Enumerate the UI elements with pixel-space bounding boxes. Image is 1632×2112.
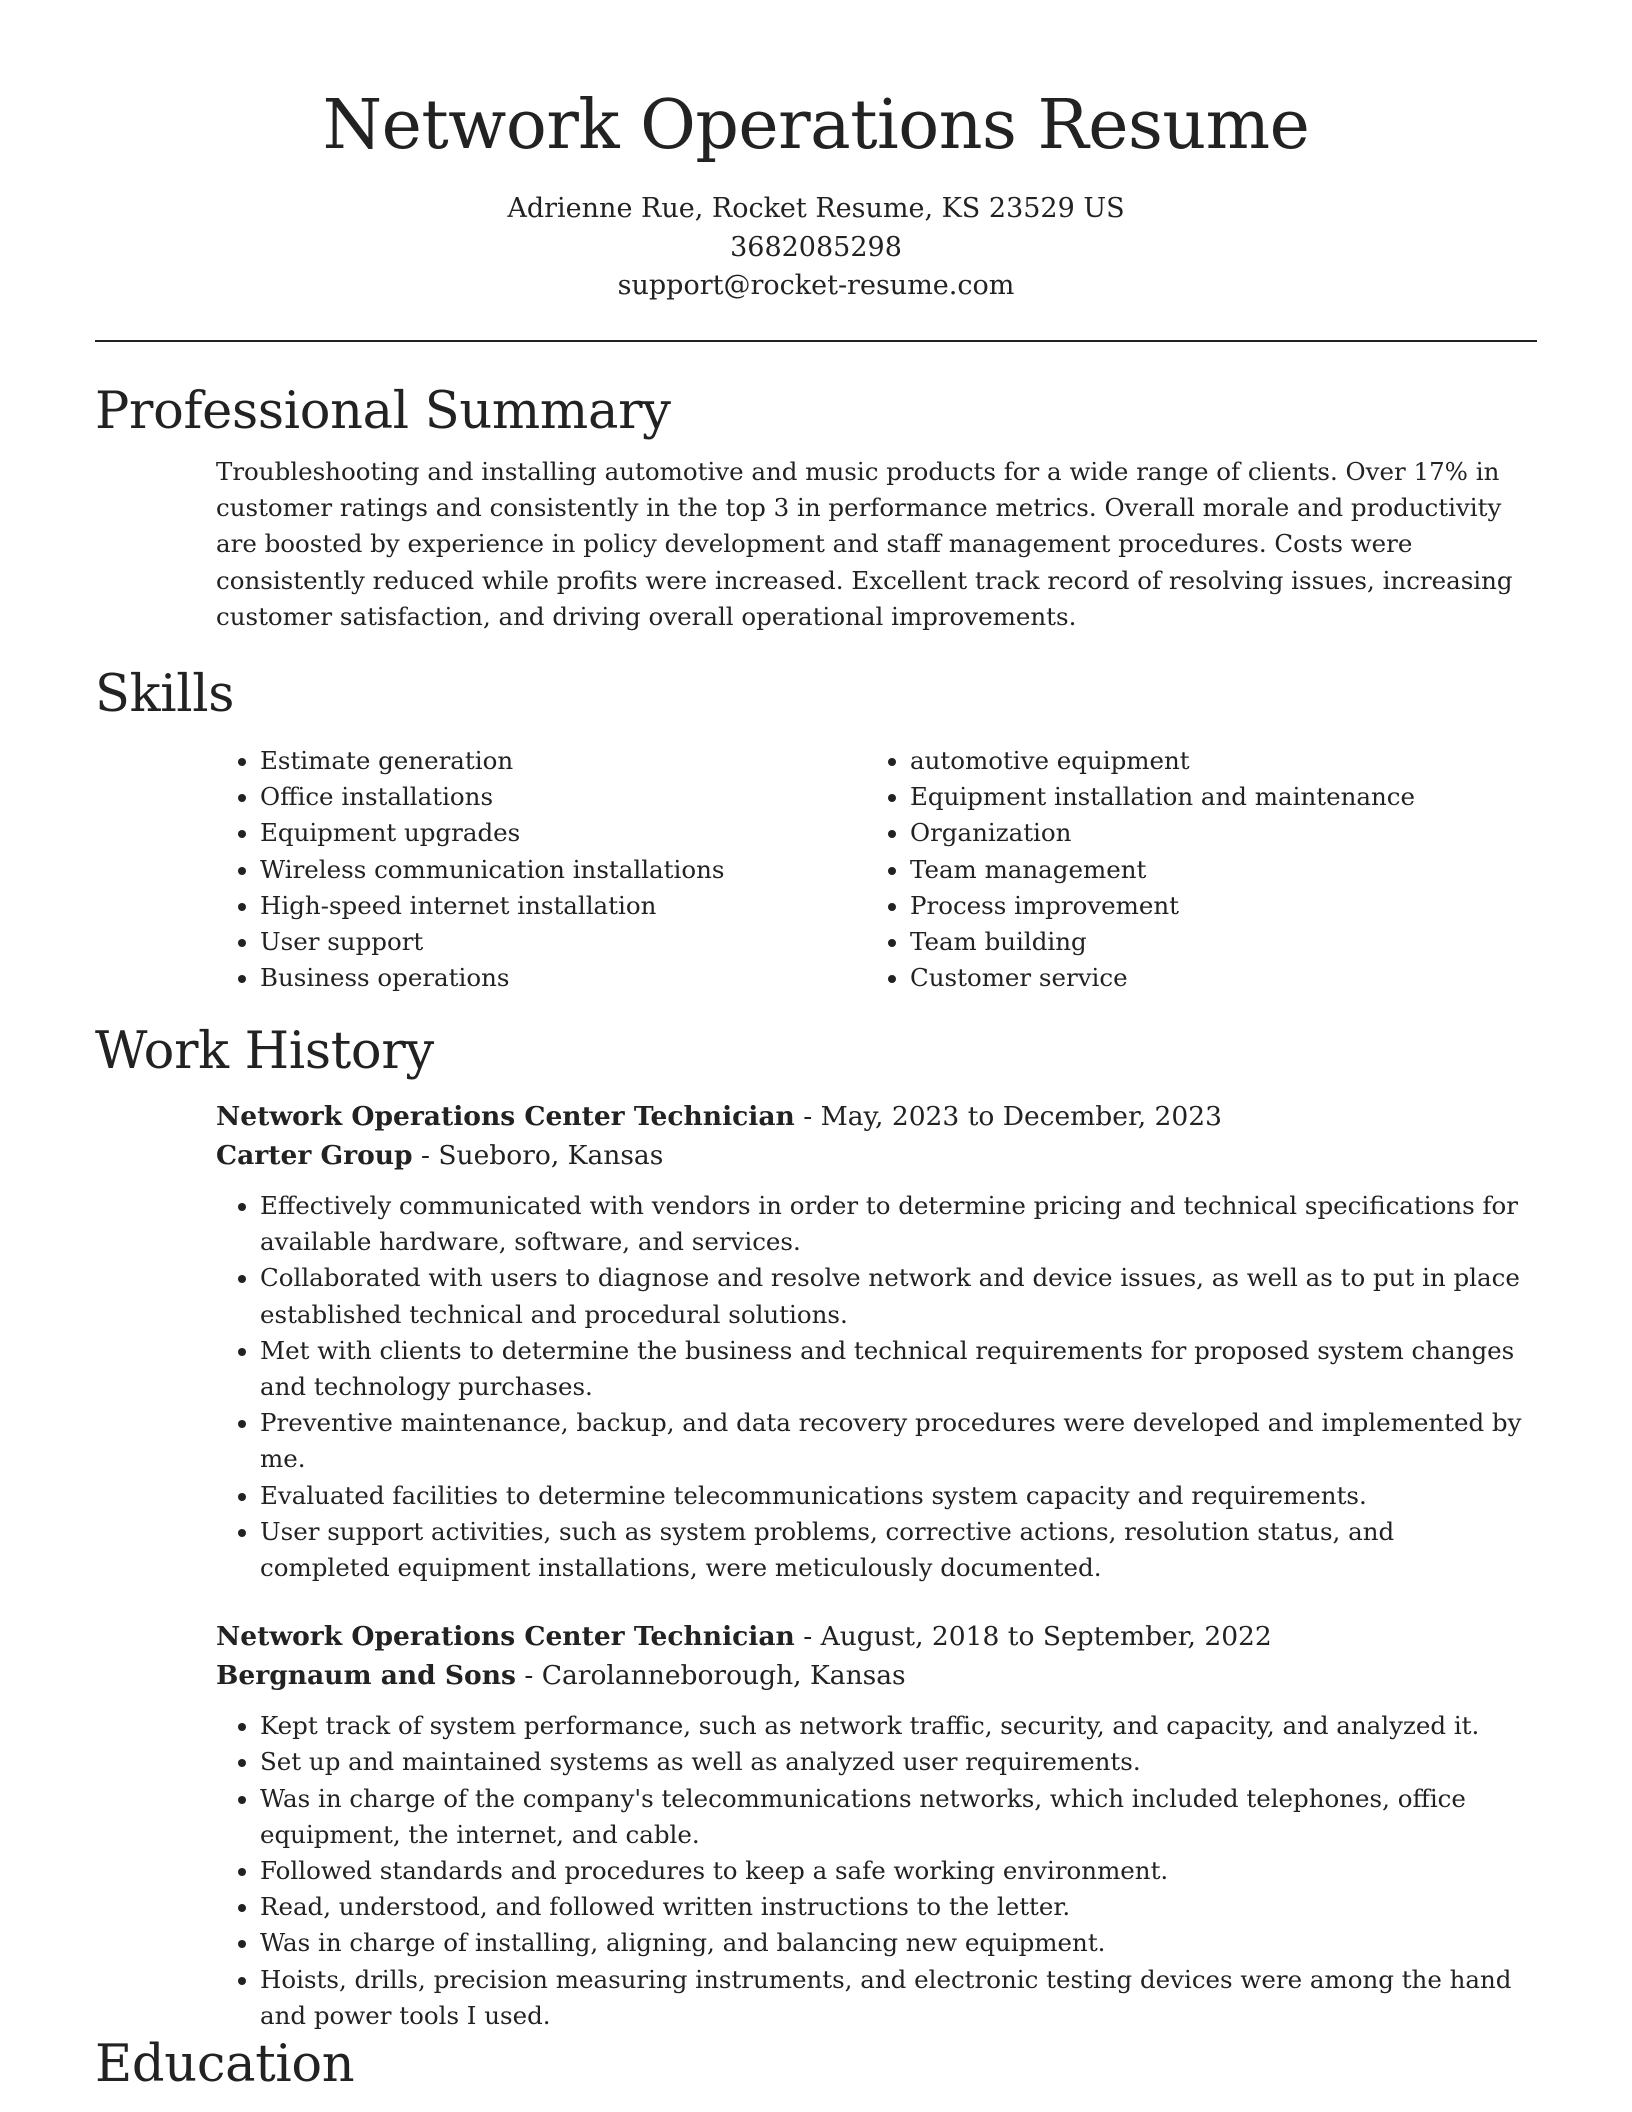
job-bullet: • Met with clients to determine the business and technical requirements for proposed system changes and technology purchases.	[260, 1333, 1528, 1405]
contact-address: Adrienne Rue, Rocket Resume, KS 23529 US	[507, 193, 1125, 224]
job-entry	[216, 1617, 1537, 2034]
job-company: Carter Group	[216, 1140, 413, 1171]
skill-item: • automotive equipment	[910, 743, 1510, 779]
job-dates: - August, 2018 to September, 2022	[794, 1621, 1272, 1653]
skill-item: • Process improvement	[910, 888, 1510, 924]
job-location: - Carolanneborough, Kansas	[515, 1660, 906, 1692]
contact-phone: 3682085298	[730, 231, 902, 263]
job-bullets	[216, 1708, 1528, 2034]
summary-heading: Professional Summary	[95, 382, 671, 441]
skill-item: • Organization	[910, 815, 1510, 851]
job-bullet: • Followed standards and procedures to keep a safe working environment.	[260, 1853, 1528, 1889]
job-dates: - May, 2023 to December, 2023	[794, 1101, 1222, 1132]
resume-header	[95, 80, 1537, 306]
education-heading: Education	[95, 2035, 355, 2094]
job-bullet: • Set up and maintained systems as well as analyzed user requirements.	[260, 1744, 1528, 1780]
job-bullet: • Collaborated with users to diagnose and resolve network and device issues, as well as to put in place established technical and procedural solutions.	[260, 1260, 1528, 1332]
job-bullet: • Evaluated facilities to determine telecommunications system capacity and requirements.	[260, 1478, 1528, 1514]
job-bullet: • Read, understood, and followed written instructions to the letter.	[260, 1889, 1528, 1925]
job-bullet: • Hoists, drills, precision measuring instruments, and electronic testing devices were among the hand and power tools I used.	[260, 1962, 1528, 2034]
summary-section	[95, 380, 1537, 635]
job-title-line	[216, 1097, 1537, 1136]
job-company-line	[216, 1136, 1537, 1175]
job-bullet: • User support activities, such as system problems, corrective actions, resolution status, and completed equipment installations, were meticulously documented.	[260, 1514, 1528, 1586]
job-role: Network Operations Center Technician	[216, 1621, 795, 1653]
job-entry	[216, 1097, 1537, 1586]
job-bullet: • Kept track of system performance, such as network traffic, security, and capacity, and analyzed it.	[260, 1708, 1528, 1744]
job-bullet: • Was in charge of installing, aligning, and balancing new equipment.	[260, 1925, 1528, 1961]
job-bullets	[216, 1188, 1528, 1586]
contact-email: support@rocket-resume.com	[617, 270, 1015, 301]
skills-list-right	[866, 743, 1510, 996]
work-history-section	[95, 1020, 1537, 2034]
skill-item: • Team management	[910, 852, 1510, 888]
skill-item: • Estimate generation	[260, 743, 866, 779]
header-divider	[95, 340, 1537, 342]
skill-item: • Customer service	[910, 960, 1510, 996]
skill-item: • High-speed internet installation	[260, 888, 866, 924]
job-role: Network Operations Center Technician	[216, 1101, 795, 1132]
skill-item: • Team building	[910, 924, 1510, 960]
job-title-line	[216, 1617, 1537, 1656]
job-bullet: • Was in charge of the company's telecommunications networks, which included telephones, office equipment, the internet, and cable.	[260, 1781, 1528, 1853]
skill-item: • Equipment upgrades	[260, 815, 866, 851]
skills-columns	[216, 743, 1537, 996]
skills-section	[95, 663, 1537, 996]
skill-item: • Business operations	[260, 960, 866, 996]
job-company: Bergnaum and Sons	[216, 1660, 516, 1692]
skills-list-left	[216, 743, 866, 996]
document-title: Network Operations Resume	[322, 86, 1310, 165]
skill-item: • User support	[260, 924, 866, 960]
summary-text: Troubleshooting and installing automotive and music products for a wide range of clients. Over 17% in customer ratings and consistently in the top 3 in performance metrics. Overall morale and productivity are boosted by experience in policy development and staff management procedures. Costs were consistently reduced while profits were increased. Excellent track record of resolving issues, increasing customer satisfaction, and driving overall operational improvements.	[216, 457, 1513, 631]
work-history-heading: Work History	[95, 1022, 434, 1081]
job-bullet: • Preventive maintenance, backup, and data recovery procedures were developed and implemented by me.	[260, 1405, 1528, 1477]
skill-item: • Equipment installation and maintenance	[910, 779, 1510, 815]
job-location: - Sueboro, Kansas	[412, 1140, 664, 1171]
contact-block	[95, 190, 1537, 306]
skill-item: • Wireless communication installations	[260, 852, 866, 888]
education-section	[95, 2033, 1537, 2097]
skill-item: • Office installations	[260, 779, 866, 815]
skills-heading: Skills	[95, 665, 235, 724]
job-company-line	[216, 1656, 1537, 1695]
job-bullet: • Effectively communicated with vendors in order to determine pricing and technical specifications for available hardware, software, and services.	[260, 1188, 1528, 1260]
